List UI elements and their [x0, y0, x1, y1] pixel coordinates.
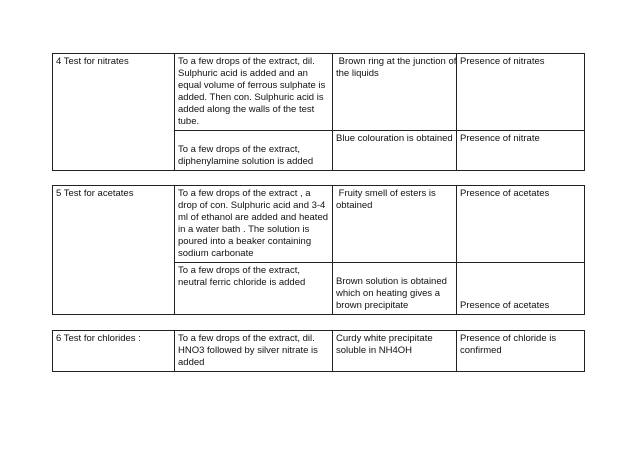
inference-cell — [457, 131, 585, 171]
experiment-text: To a few drops of the extract, — [178, 144, 300, 155]
experiment-text: Sulphuric acid is added and an — [178, 68, 308, 79]
inference-cell — [457, 331, 585, 372]
inference-text: Presence of acetates — [460, 188, 550, 199]
experiment-text: HNO3 followed by silver nitrate is — [178, 345, 318, 356]
observation-text: brown precipitate — [336, 300, 409, 311]
observation-text: which on heating gives a — [336, 288, 441, 299]
experiment-text: added. Then con. Sulphuric acid is — [178, 92, 324, 103]
experiment-text: in a water bath . The solution is — [178, 224, 310, 235]
test-name-cell — [53, 186, 175, 315]
observation-text: Brown ring at the junction of — [336, 56, 457, 67]
observation-text: Curdy white precipitate — [336, 333, 433, 344]
experiment-text: poured into a beaker containing — [178, 236, 312, 247]
experiment-text: added along the walls of the test — [178, 104, 315, 115]
experiment-text: tube. — [178, 116, 200, 127]
experiment-text: sodium carbonate — [178, 248, 254, 259]
observation-text: the liquids — [336, 68, 379, 79]
experiment-text: equal volume of ferrous sulphate is — [178, 80, 326, 91]
table-row — [53, 186, 585, 263]
test-name: 4 Test for nitrates — [56, 56, 129, 67]
inference-text: Presence of nitrate — [460, 133, 540, 144]
observation-cell — [333, 131, 457, 171]
test-name-cell — [53, 54, 175, 171]
inference-cell — [457, 54, 585, 131]
observation-text: Blue colouration is obtained — [336, 133, 453, 144]
observation-cell — [333, 263, 457, 315]
inference-text: Presence of chloride is — [460, 333, 557, 344]
experiment-text: drop of con. Sulphuric acid and 3-4 — [178, 200, 326, 211]
experiment-text: neutral ferric chloride is added — [178, 277, 306, 288]
experiment-text: diphenylamine solution is added — [178, 156, 314, 167]
test-name: 5 Test for acetates — [56, 188, 134, 199]
table-row — [53, 54, 585, 131]
nitrates-test-table — [52, 53, 585, 171]
inference-text: confirmed — [460, 345, 502, 356]
experiment-cell — [175, 131, 333, 171]
inference-text: Presence of acetates — [460, 300, 550, 311]
observation-text: obtained — [336, 200, 373, 211]
inference-text: Presence of nitrates — [460, 56, 545, 67]
experiment-cell — [175, 186, 333, 263]
acetates-test-table — [52, 185, 585, 315]
experiment-text: To a few drops of the extract , a — [178, 188, 311, 199]
observation-text: Brown solution is obtained — [336, 276, 447, 287]
table-row — [53, 331, 585, 372]
test-name: 6 Test for chlorides : — [56, 333, 141, 344]
observation-text: Fruity smell of esters is — [336, 188, 436, 199]
observation-text: soluble in NH4OH — [336, 345, 413, 356]
experiment-text: added — [178, 357, 205, 368]
experiment-text: To a few drops of the extract, — [178, 265, 300, 276]
experiment-cell — [175, 54, 333, 131]
experiment-cell — [175, 331, 333, 372]
experiment-text: To a few drops of the extract, dil. — [178, 56, 315, 67]
observation-cell — [333, 331, 457, 372]
experiment-cell — [175, 263, 333, 315]
inference-cell — [457, 263, 585, 315]
experiment-text: ml of ethanol are added and heated — [178, 212, 329, 223]
inference-cell — [457, 186, 585, 263]
chlorides-test-table — [52, 330, 585, 372]
observation-cell — [333, 54, 457, 131]
observation-cell — [333, 186, 457, 263]
experiment-text: To a few drops of the extract, dil. — [178, 333, 315, 344]
test-name-cell — [53, 331, 175, 372]
